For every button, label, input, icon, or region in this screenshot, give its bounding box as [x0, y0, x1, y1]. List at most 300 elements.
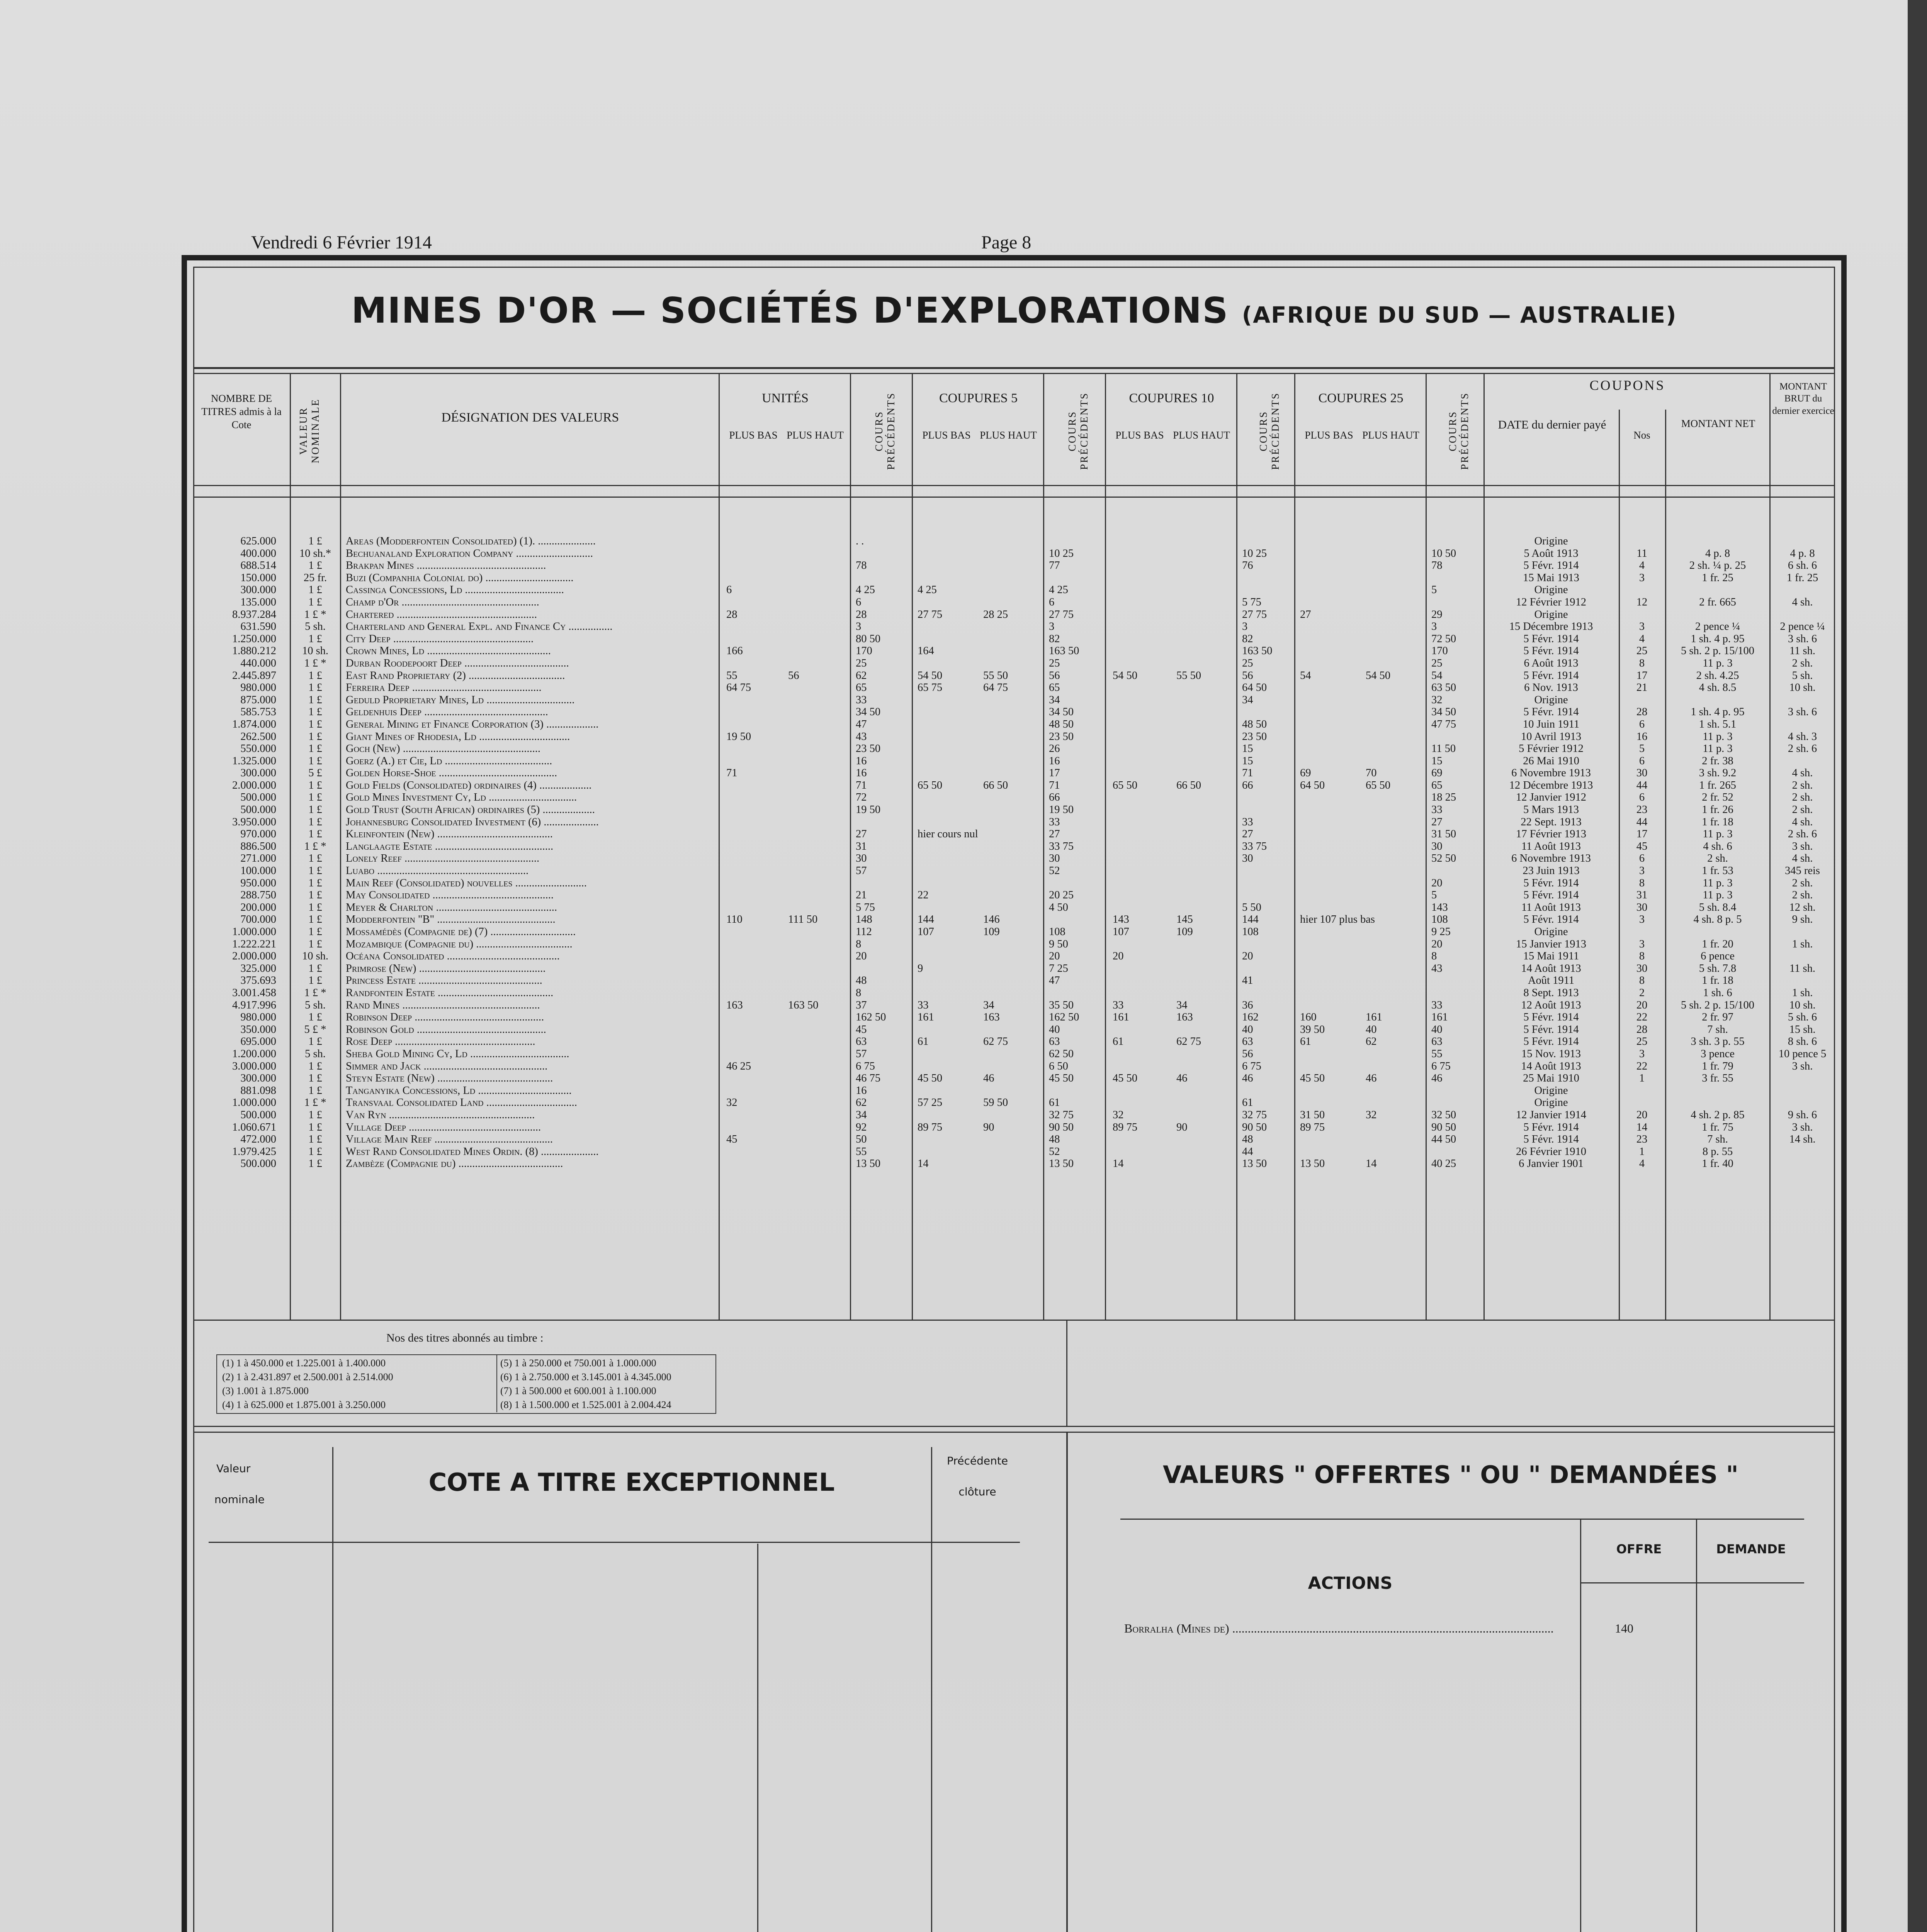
table-cell — [983, 621, 1041, 633]
table-cell: 1 £ * — [304, 1097, 326, 1109]
table-cell — [1300, 645, 1362, 657]
table-cell: 27 — [1300, 608, 1311, 621]
table-cell — [1431, 1146, 1482, 1158]
table-cell: 21 — [856, 889, 867, 901]
table-cell: 112 — [856, 926, 872, 938]
table-cell: 23 50 — [1242, 730, 1267, 743]
table-cell: 1 £ — [308, 1072, 322, 1085]
table-cell: 5 £ — [308, 767, 322, 779]
table-cell: 32 50 — [1431, 1109, 1456, 1121]
table-cell: 1 £ — [308, 633, 322, 645]
table-cell — [1049, 987, 1103, 999]
table-cell — [1300, 560, 1362, 572]
table-cell — [1113, 1060, 1171, 1073]
table-cell — [1771, 1097, 1834, 1109]
table-cell: 33 — [1049, 816, 1060, 828]
table-cell: 22 — [1636, 1060, 1648, 1072]
table-cell — [1113, 828, 1171, 840]
table-cell — [1176, 1024, 1234, 1036]
table-cell: 18 25 — [1431, 791, 1456, 804]
table-cell — [983, 963, 1041, 975]
table-cell: 14 — [918, 1158, 929, 1170]
table-cell: 2 sh. — [1792, 791, 1813, 804]
table-cell — [918, 975, 975, 987]
table-cell: Gold Trust (South African) ordinaires (5) ................... — [346, 804, 595, 816]
table-cell: 1 £ — [308, 682, 322, 694]
table-cell — [1300, 791, 1362, 804]
table-cell — [1113, 865, 1171, 877]
table-cell: 5 Févr. 1914 — [1523, 1023, 1579, 1036]
table-cell: 63 50 — [1431, 682, 1456, 694]
table-cell: 4 50 — [1049, 901, 1068, 913]
table-cell — [983, 535, 1041, 548]
table-cell — [856, 548, 910, 560]
table-cell — [788, 657, 846, 670]
table-cell: 2 sh. 6 — [1788, 828, 1817, 840]
col-rule — [1483, 374, 1485, 1320]
table-cell: 30 — [1636, 962, 1648, 975]
table-cell: Origine — [1534, 1084, 1568, 1097]
table-cell — [983, 804, 1041, 816]
table-cell: 66 — [1242, 779, 1253, 791]
table-cell — [726, 1072, 784, 1085]
table-cell — [1300, 975, 1362, 987]
table-cell: 71 — [856, 779, 867, 791]
col-c5-haut: PLUS HAUT — [980, 429, 1037, 441]
table-cell: 148 — [856, 913, 872, 926]
table-cell: 8 — [1639, 657, 1645, 669]
table-cell: East Rand Proprietary (2) ................................... — [346, 669, 565, 682]
table-cell: 1 £ — [308, 877, 322, 889]
table-cell: 15 — [1431, 755, 1443, 767]
table-cell: 55 — [856, 1145, 867, 1158]
table-cell: 20 — [1636, 999, 1648, 1011]
table-cell — [1113, 852, 1171, 865]
table-cell — [726, 1048, 784, 1060]
table-cell: 69 — [1431, 767, 1443, 779]
table-cell — [1300, 926, 1362, 938]
table-cell — [1176, 682, 1234, 694]
table-cell: 26 Février 1910 — [1516, 1145, 1587, 1158]
table-cell — [1113, 718, 1171, 731]
table-cell — [1366, 791, 1424, 804]
table-cell — [788, 1097, 846, 1109]
table-cell: Origine — [1534, 584, 1568, 596]
table-cell — [1366, 1097, 1424, 1109]
table-cell — [1621, 609, 1663, 621]
table-cell: 45 50 — [918, 1072, 943, 1085]
table-cell — [918, 633, 975, 645]
table-cell — [788, 1158, 846, 1170]
table-cell: Origine — [1534, 694, 1568, 706]
table-cell — [788, 804, 846, 816]
table-cell — [1176, 963, 1234, 975]
table-cell: 375.693 — [240, 975, 276, 987]
table-cell: 16 — [856, 767, 867, 779]
table-cell — [788, 938, 846, 951]
table-cell — [1366, 621, 1424, 633]
table-cell: 14 — [1636, 1121, 1648, 1133]
table-cell: 40 — [1242, 1023, 1253, 1036]
table-cell: 161 — [1113, 1011, 1129, 1024]
table-cell: Crown Mines, Ld ............................................. — [346, 645, 551, 657]
table-cell: 46 — [1176, 1072, 1188, 1085]
table-cell: 54 — [1431, 669, 1443, 682]
header-page: Page 8 — [981, 232, 1031, 253]
table-cell: 1 fr. 18 — [1702, 975, 1733, 987]
table-cell: 6 Janvier 1901 — [1519, 1158, 1584, 1170]
table-cell — [1176, 840, 1234, 853]
table-cell: 3 — [1639, 938, 1645, 950]
table-cell: 1 £ — [308, 1036, 322, 1048]
rule — [193, 1426, 1835, 1427]
table-cell: 27 — [856, 828, 867, 840]
table-cell: 440.000 — [240, 657, 276, 669]
table-cell — [1113, 816, 1171, 828]
table-cell: 11 Août 1913 — [1521, 901, 1581, 913]
table-cell: 45 50 — [1113, 1072, 1138, 1085]
offertes-item-offre: 140 — [1615, 1621, 1633, 1635]
table-cell: 2 fr. 52 — [1702, 791, 1733, 804]
table-cell: 71 — [1049, 779, 1060, 791]
table-cell: 2 sh. — [1792, 889, 1813, 901]
table-cell — [788, 1072, 846, 1085]
table-cell: 3 sh. 9.2 — [1699, 767, 1737, 779]
col-montant-brut: MONTANT BRUT du dernier exercice — [1772, 381, 1834, 416]
table-cell: 161 — [918, 1011, 934, 1024]
table-cell: hier 107 plus bas — [1300, 913, 1375, 926]
table-cell: 2 sh. — [1792, 657, 1813, 669]
table-cell — [983, 731, 1041, 743]
table-cell — [788, 840, 846, 853]
table-cell — [1176, 706, 1234, 718]
table-cell — [726, 938, 784, 951]
table-cell — [1366, 999, 1424, 1012]
table-cell: Août 1911 — [1528, 975, 1575, 987]
table-cell: 33 — [1431, 804, 1443, 816]
table-cell: 1 £ * — [304, 986, 326, 999]
table-cell: 65 50 — [918, 779, 943, 791]
table-cell — [1300, 706, 1362, 718]
table-cell: 45 — [856, 1023, 867, 1036]
table-cell: 72 50 — [1431, 633, 1456, 645]
table-cell: 33 — [1242, 816, 1253, 828]
table-cell: 1 £ — [308, 975, 322, 987]
table-cell — [1366, 913, 1424, 926]
table-cell — [788, 926, 846, 938]
table-cell: Primrose (New) .............................................. — [346, 962, 546, 975]
table-cell — [726, 1158, 784, 1170]
table-cell: 45 50 — [1300, 1072, 1325, 1085]
cote-valeur: Valeur — [216, 1462, 251, 1475]
table-cell: 4 sh. — [1792, 816, 1813, 828]
table-cell: 35 50 — [1049, 999, 1074, 1011]
table-cell — [1242, 865, 1292, 877]
col-nos: Nos — [1633, 429, 1650, 441]
table-cell: 5 Février 1912 — [1519, 743, 1584, 755]
table-cell: 161 — [1431, 1011, 1448, 1024]
table-cell: 11 p. 3 — [1703, 889, 1733, 901]
table-cell — [1300, 1097, 1362, 1109]
table-cell: 5 Févr. 1914 — [1523, 1011, 1579, 1024]
table-cell — [1366, 1085, 1424, 1097]
table-cell: Rand Mines .................................................. — [346, 999, 540, 1011]
table-cell: 52 — [1049, 1145, 1060, 1158]
table-cell — [1049, 535, 1103, 548]
table-cell: 13 50 — [1300, 1158, 1325, 1170]
table-cell — [1113, 706, 1171, 718]
table-cell: 28 — [1636, 1023, 1648, 1036]
table-cell — [788, 791, 846, 804]
table-cell — [1242, 877, 1292, 889]
column-nos — [1621, 535, 1663, 1170]
table-cell: 44 — [1636, 779, 1648, 791]
table-cell — [1113, 1133, 1171, 1146]
table-cell: 61 — [1242, 1097, 1253, 1109]
table-cell — [1113, 621, 1171, 633]
table-cell: 6 75 — [1431, 1060, 1451, 1072]
column-nombre — [197, 535, 276, 1170]
table-cell: 92 — [856, 1121, 867, 1133]
table-cell: 33 — [1431, 999, 1443, 1011]
table-cell: 500.000 — [240, 1158, 276, 1170]
table-cell: 160 — [1300, 1011, 1317, 1024]
table-cell: 5 sh. — [305, 1048, 326, 1060]
table-cell: 1 £ * — [304, 608, 326, 621]
table-cell: 4 sh. 3 — [1788, 730, 1817, 743]
col-rule — [1105, 374, 1106, 1320]
table-cell — [788, 694, 846, 706]
table-cell — [1300, 694, 1362, 706]
table-cell: 72 — [856, 791, 867, 804]
col-rule — [1294, 374, 1295, 1320]
table-cell — [1113, 645, 1171, 657]
table-cell — [918, 791, 975, 804]
table-cell — [1300, 889, 1362, 901]
table-cell: 1 £ — [308, 1158, 322, 1170]
table-cell — [983, 706, 1041, 718]
table-cell: 500.000 — [240, 1109, 276, 1121]
table-cell: 1 sh. — [1792, 938, 1813, 950]
table-cell: 11 p. 3 — [1703, 743, 1733, 755]
table-cell: 63 — [856, 1036, 867, 1048]
table-cell: 34 50 — [1049, 706, 1074, 718]
col-coupures5: COUPURES 5 — [939, 391, 1018, 405]
table-cell — [1113, 938, 1171, 951]
table-cell: 135.000 — [240, 596, 276, 608]
table-cell: 4 sh. 6 — [1703, 840, 1732, 852]
table-cell: 700.000 — [240, 913, 276, 926]
table-cell — [1176, 572, 1234, 584]
actions-header: ACTIONS — [1308, 1573, 1393, 1593]
table-cell: 4 p. 8 — [1705, 547, 1730, 560]
table-cell — [983, 572, 1041, 584]
table-cell: 12 Janvier 1912 — [1516, 791, 1587, 804]
table-cell: 5 — [1639, 743, 1645, 755]
table-cell: 1 fr. 20 — [1702, 938, 1733, 950]
table-cell: 162 — [1242, 1011, 1259, 1024]
table-cell: 9 50 — [1049, 938, 1068, 950]
table-cell: 61 — [1049, 1097, 1060, 1109]
table-cell: 3 sh. 6 — [1788, 633, 1817, 645]
table-cell — [918, 938, 975, 951]
table-cell: 5 Mars 1913 — [1523, 804, 1579, 816]
table-cell: 20 25 — [1049, 889, 1074, 901]
table-cell: 90 50 — [1431, 1121, 1456, 1133]
table-cell: 20 — [856, 950, 867, 963]
table-cell: 26 Mai 1910 — [1523, 755, 1579, 767]
table-cell — [1113, 1146, 1171, 1158]
table-cell: Simmer and Jack ............................................. — [346, 1060, 548, 1072]
table-cell: 11 p. 3 — [1703, 730, 1733, 743]
table-cell: 3 — [856, 621, 862, 633]
table-cell: 585.753 — [240, 706, 276, 718]
table-cell: 9 sh. — [1792, 913, 1813, 926]
table-cell: 3 — [1639, 865, 1645, 877]
table-cell: 108 — [1242, 926, 1259, 938]
table-cell — [983, 938, 1041, 951]
table-cell: 40 — [1049, 1023, 1060, 1036]
table-cell: 34 50 — [856, 706, 881, 718]
table-cell: 1 £ — [308, 913, 322, 926]
table-cell — [983, 1109, 1041, 1121]
table-cell: 33 75 — [1049, 840, 1074, 852]
table-cell — [1049, 1085, 1103, 1097]
table-cell: Durban Roodepoort Deep ...................................... — [346, 657, 569, 669]
table-cell: 3 — [1242, 621, 1248, 633]
table-cell: 2 pence ¼ — [1695, 621, 1740, 633]
table-cell — [1300, 963, 1362, 975]
table-cell: 3 — [1049, 621, 1055, 633]
table-cell — [1366, 657, 1424, 670]
table-cell: 6 75 — [856, 1060, 875, 1072]
table-cell: 3 sh. 3 p. 55 — [1691, 1036, 1745, 1048]
table-cell — [726, 877, 784, 889]
col-rule — [1066, 1432, 1068, 1932]
table-cell — [983, 694, 1041, 706]
table-cell — [1176, 1109, 1234, 1121]
table-cell — [1300, 633, 1362, 645]
table-cell: 32 — [1366, 1109, 1377, 1121]
table-cell — [726, 987, 784, 999]
table-cell: 66 50 — [1176, 779, 1201, 791]
table-cell: 108 — [1431, 913, 1448, 926]
table-cell — [1771, 950, 1834, 963]
table-cell — [1176, 804, 1234, 816]
table-cell: 46 25 — [726, 1060, 751, 1072]
table-cell: 30 — [1242, 852, 1253, 865]
table-cell — [1621, 694, 1663, 706]
table-cell — [788, 645, 846, 657]
table-cell: 23 — [1636, 804, 1648, 816]
table-cell — [788, 963, 846, 975]
table-cell — [1176, 1146, 1234, 1158]
table-cell: 31 50 — [1300, 1109, 1325, 1121]
table-cell: 1 fr. 18 — [1702, 816, 1733, 828]
table-cell: 6 — [1639, 791, 1645, 804]
table-cell: 1 £ * — [304, 657, 326, 669]
table-cell: 162 50 — [1049, 1011, 1079, 1024]
table-cell: 10 sh. — [302, 950, 329, 963]
col-rule — [1696, 1519, 1697, 1932]
table-cell: 10 Juin 1911 — [1523, 718, 1580, 730]
table-cell — [1366, 877, 1424, 889]
table-cell: 163 50 — [1242, 645, 1273, 657]
table-cell — [983, 1158, 1041, 1170]
table-cell — [788, 1146, 846, 1158]
table-cell: 32 — [726, 1097, 737, 1109]
table-cell: 631.590 — [240, 621, 276, 633]
table-cell: 1 fr. 265 — [1699, 779, 1736, 791]
table-cell — [1300, 852, 1362, 865]
table-cell — [788, 621, 846, 633]
table-cell: 1 sh. 5.1 — [1699, 718, 1737, 730]
table-cell — [1366, 938, 1424, 951]
table-cell — [1049, 913, 1103, 926]
table-cell — [1366, 718, 1424, 731]
table-cell: Village Main Reef ........................................... — [346, 1133, 553, 1146]
table-cell — [726, 1011, 784, 1024]
rule — [209, 1542, 1020, 1543]
table-cell — [788, 1121, 846, 1134]
table-cell — [1113, 755, 1171, 767]
table-cell: Van Ryn ..................................................... — [346, 1109, 535, 1121]
table-cell: 30 — [1636, 767, 1648, 779]
table-cell: 7 25 — [1049, 962, 1068, 975]
table-cell — [788, 1060, 846, 1073]
table-cell — [1431, 975, 1482, 987]
table-cell — [918, 560, 975, 572]
table-cell — [1113, 840, 1171, 853]
table-cell: 22 — [1636, 1011, 1648, 1024]
offre-header: OFFRE — [1616, 1542, 1662, 1556]
table-cell: 32 — [1113, 1109, 1124, 1121]
table-cell — [918, 743, 975, 755]
table-cell — [1176, 877, 1234, 889]
table-cell: 30 — [856, 852, 867, 865]
table-cell: 65 — [856, 682, 867, 694]
table-cell: 6 Novembre 1913 — [1511, 767, 1591, 779]
table-cell — [1176, 901, 1234, 914]
table-cell: 500.000 — [240, 804, 276, 816]
table-cell — [918, 1024, 975, 1036]
table-cell: 500.000 — [240, 791, 276, 804]
table-cell: 65 50 — [1366, 779, 1391, 791]
table-cell: 31 — [1636, 889, 1648, 901]
table-cell — [1113, 767, 1171, 779]
col-designation: DÉSIGNATION DES VALEURS — [441, 410, 619, 425]
col-rule — [340, 374, 341, 1320]
table-cell: 48 50 — [1049, 718, 1074, 730]
table-cell: 143 — [1431, 901, 1448, 913]
table-cell: 6 Nov. 1913 — [1524, 682, 1578, 694]
table-cell: 5 sh. 8.4 — [1699, 901, 1737, 913]
table-cell: 1 £ — [308, 743, 322, 755]
table-cell — [1366, 950, 1424, 963]
table-cell — [918, 804, 975, 816]
table-cell: 17 — [1636, 669, 1648, 682]
table-cell: 25 — [1049, 657, 1060, 669]
table-cell: 20 — [1242, 950, 1253, 963]
table-cell: 144 — [918, 913, 934, 926]
table-cell — [983, 1146, 1041, 1158]
col-rule — [1043, 374, 1044, 1320]
table-cell — [1366, 548, 1424, 560]
table-cell: 19 50 — [726, 730, 751, 743]
table-cell: 9 — [918, 962, 923, 975]
table-cell: 1 fr. 53 — [1702, 865, 1733, 877]
table-cell: 4 sh. 8.5 — [1699, 682, 1737, 694]
